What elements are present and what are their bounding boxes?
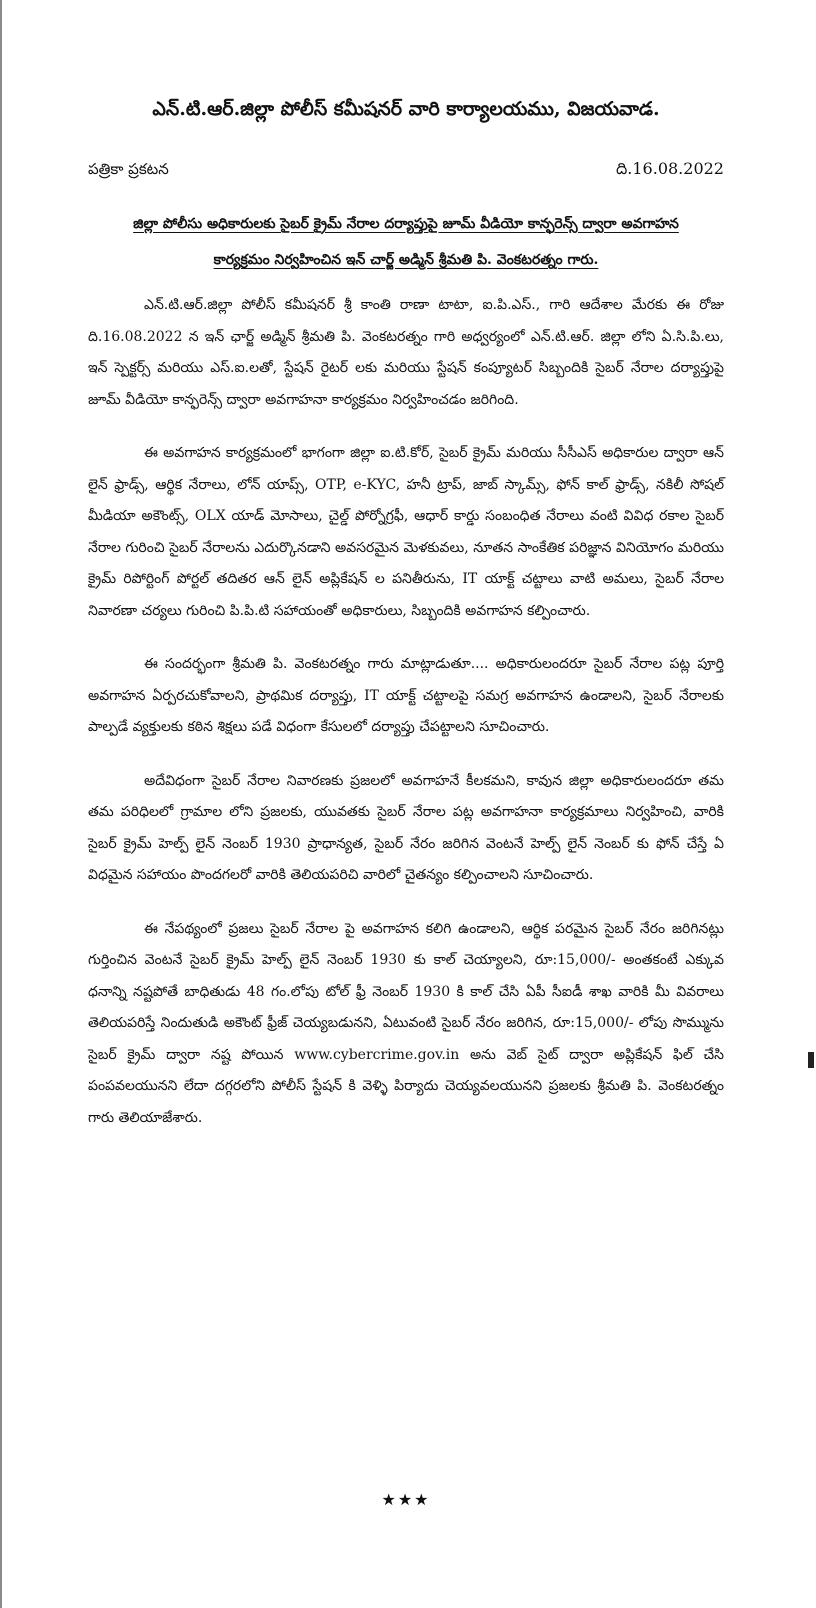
headline-text-1: జిల్లా పోలీసు అధికారులకు సైబర్ క్రైమ్ నేరాల దర్యాప్తుపై జూమ్ వీడియో కాన్ఫరెన్స్ ద్వారా అవగాహన xyxy=(133,216,679,232)
headline-line-1 xyxy=(88,206,724,242)
body-text xyxy=(88,290,724,1156)
paragraph-2: ఈ అవగాహన కార్యక్రమంలో భాగంగా జిల్లా ఐ.టి.కోర్, సైబర్ క్రైమ్ మరియు సీసీఎస్ అధికారుల ద్వారా ఆన్ లైన్ ఫ్రాడ్స్, ఆర్థిక నేరాలు, లోన్ యాప్స్, OTP, e-KYC, హనీ ట్రాప్, జాబ్ స్కామ్స్, ఫోన్ కాల్ ఫ్రాడ్స్, నకిలీ సోషల్ మీడియా అకౌంట్స్, OLX యాడ్ మోసాలు, చైల్డ్ పోర్నోగ్రఫీ, ఆధార్ కార్డు సంబంధిత నేరాలు వంటి వివిధ రకాల సైబర్ నేరాల గురించి సైబర్ నేరాలను ఎదుర్కొనడాని అవసరమైన మెళకువలు, నూతన సాంకేతిక పరిజ్ఞాన వినియోగం మరియు క్రైమ్ రిపోర్టింగ్ పోర్టల్ తదితర ఆన్ లైన్ అప్లికేషన్ ల పనితీరును, IT యాక్ట్ చట్టాలు వాటి అమలు, సైబర్ నేరాల నివారణా చర్యలు గురించి పి.పి.టి సహాయంతో అధికారులు, సిబ్బందికి అవగాహన కల్పించారు. xyxy=(88,445,724,619)
headline-text-2: కార్యక్రమం నిర్వహించిన ఇన్ చార్జ్ అడ్మిన్ శ్రీమతి పి. వెంకటరత్నం గారు. xyxy=(213,252,599,268)
meta-row xyxy=(88,156,724,182)
scrollbar-marker xyxy=(808,1052,814,1068)
paragraph-1: ఎన్.టి.ఆర్.జిల్లా పోలీస్ కమీషనర్ శ్రీ కాంతి రాణా టాటా, ఐ.పి.ఎస్., గారి ఆదేశాల మేరకు ఈ రోజు ది.16.08.2022 న ఇన్ ఛార్జ్ అడ్మిన్ శ్రీమతి పి. వెంకటరత్నం గారి అధ్వర్యంలో ఎన్.టి.ఆర్. జిల్లా లోని ఏ.సి.పి.లు, ఇన్ స్పెక్టర్స్ మరియు ఎస్.ఐ.లతో, స్టేషన్ రైటర్ లకు మరియు స్టేషన్ కంప్యూటర్ సిబ్బందికి సైబర్ నేరాల దర్యాప్తుపై జూమ్ వీడియో కాన్ఫరెన్స్ ద్వారా అవగాహనా కార్యక్రమం నిర్వహించడం జరిగింది. xyxy=(88,297,724,408)
paragraph-4: అదేవిధంగా సైబర్ నేరాల నివారణకు ప్రజలలో అవగాహనే కీలకమని, కావున జిల్లా అధికారులందరూ తమ తమ పరిధిలలో గ్రామాల లోని ప్రజలకు, యువతకు సైబర్ నేరాల పట్ల అవగాహనా కార్యక్రమాలు నిర్వహించి, వారికి సైబర్ క్రైమ్ హెల్ప్ లైన్ నెంబర్ 1930 ప్రాధాన్యత, సైబర్ నేరం జరిగిన వెంటనే హెల్ప్ లైన్ నెంబర్ కు ఫోన్ చేస్తే ఏ విధమైన సహాయం పొందగలరో వారికి తెలియపరిచి వారిలో చైతన్యం కల్పించాలని సూచించారు. xyxy=(88,772,724,883)
paragraph-5: ఈ నేపథ్యంలో ప్రజలు సైబర్ నేరాల పై అవగాహన కలిగి ఉండాలని, ఆర్థిక పరమైన సైబర్ నేరం జరిగినట్లు గుర్తించిన వెంటనే సైబర్ క్రైమ్ హెల్ప్ లైన్ నెంబర్ 1930 కు కాల్ చెయ్యాలని, రూ:15,000/- అంతకంటే ఎక్కువ ధనాన్ని నష్టపోతే బాధితుడు 48 గం.లోపు టోల్ ఫ్రీ నెంబర్ 1930 కి కాల్ చేసి ఏపీ సీఐడీ శాఖ వారికి మీ వివరాలు తెలియపరిస్తే నిందుతుడి అకౌంట్ ఫ్రీజ్ చెయ్యబడునని, ఏటువంటి సైబర్ నేరం జరిగిన, రూ:15,000/- లోపు సొమ్మును సైబర్ క్రైమ్ ద్వారా నష్ట పోయిన www.cybercrime.gov.in అను వెబ్ సైట్ ద్వారా అప్లికేషన్ ఫిల్ చేసి పంపవలయునని లేదా దగ్గరలోని పోలీస్ స్టేషన్ కి వెళ్ళి పిర్యాదు చెయ్యవలయునని ప్రజలకు శ్రీమతి పి. వెంకటరత్నం గారు తెలియాజేశారు. xyxy=(88,920,724,1126)
page-left-border xyxy=(0,0,2,1608)
headline xyxy=(88,206,724,278)
press-release-label: పత్రికా ప్రకటన xyxy=(88,160,169,178)
paragraph-3: ఈ సందర్భంగా శ్రీమతి పి. వెంకటరత్నం గారు మాట్లాడుతూ.... అధికారులందరూ సైబర్ నేరాల పట్ల పూర్తి అవగాహన ఏర్పరచుకోవాలని, ప్రాథమిక దర్యాప్తు, IT యాక్ట్ చట్టాలపై సమగ్ర అవగాహన ఉండాలని, సైబర్ నేరాలకు పాల్పడే వ్యక్తులకు కఠిన శిక్షలు పడే విధంగా కేసులలో దర్యాప్తు చేపట్టాలని సూచించారు. xyxy=(88,656,724,735)
release-date: ది.16.08.2022 xyxy=(616,159,724,178)
end-mark: ★★★ xyxy=(381,1490,431,1509)
headline-line-2 xyxy=(88,242,724,278)
office-title: ఎన్.టి.ఆర్.జిల్లా పోలీస్ కమీషనర్ వారి కార్యాలయము, విజయవాడ. xyxy=(152,98,660,120)
